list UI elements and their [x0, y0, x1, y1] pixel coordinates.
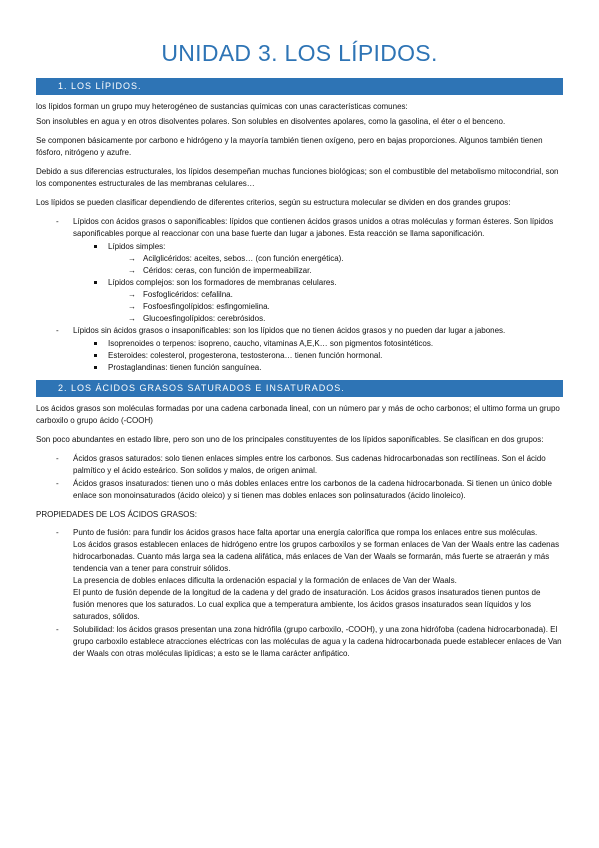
list-item-prostaglandinas: Prostaglandinas: tienen función sanguínea. — [36, 362, 563, 374]
paragraph: Los lípidos se pueden clasificar dependiendo de diferentes criterios, según su estructura molecular se dividen en dos grandes grupos: — [36, 198, 511, 207]
classification-list — [36, 216, 563, 374]
properties-heading: PROPIEDADES DE LOS ÁCIDOS GRASOS: — [36, 510, 197, 519]
list-item-insaturados: - Ácidos grasos insaturados: tienen uno o más dobles enlaces entre los carbonos de la cadena hidrocarbonada. Si tienen un único doble enlace son monoinsaturados (ácido oleico) y si tienen mas dobles enlaces son polinsaturados (ácido linoleico). — [36, 478, 563, 502]
fusion-text-2: Los ácidos grasos establecen enlaces de hidrógeno entre los grupos carboxilos y se forman enlaces de Van der Waals entre las cadenas hidrocarbonadas. Cuanto más larga sea la cadena alifática, más enlaces de Van der Waals se formarán, más fuerte se atraerán y más tendencia van a tener para construir sólidos. — [73, 540, 560, 573]
section-heading-lipidos: 1. LOS LÍPIDOS. — [36, 78, 563, 95]
fusion-text-3: La presencia de dobles enlaces dificulta la ordenación espacial y la formación de enlaces de Van der Waals. — [73, 576, 457, 585]
section-heading-acidos-grasos: 2. LOS ÁCIDOS GRASOS SATURADOS E INSATURADOS. — [36, 380, 563, 397]
list-item-insaponificables: - Lípidos sin ácidos grasos o insaponificables: son los lípidos que no tienen ácidos grasos y no pueden dar lugar a jabones. — [36, 325, 563, 337]
paragraph: Los ácidos grasos son moléculas formadas por una cadena carbonada lineal, con un número par y más de ocho carbonos; el ultimo forma un grupo carboxilo o grupo ácido (-COOH) — [36, 404, 560, 425]
list-item-acilgliceridos: → Acilglicéridos: aceites, sebos… (con función energética). — [36, 253, 563, 265]
fusion-text-1: - Punto de fusión: para fundir los ácidos grasos hace falta aportar una energía calorífica que rompa los enlaces entre sus moléculas. — [73, 528, 538, 537]
paragraph: Son poco abundantes en estado libre, pero son uno de los principales constituyentes de los lípidos saponificables. Se clasifican en dos grupos: — [36, 435, 544, 444]
list-item-solubilidad: - Solubilidad: los ácidos grasos presentan una zona hidrófila (grupo carboxilo, -COOH), y una zona hidrófoba (cadena hidrocarbonada). El grupo carboxilo establece atracciones eléctricas con las moléculas de agua y la cadena hidrocarbonada puede establecer enlaces de Van der Waals con otras moléculas lipídicas; a esto se le llama carácter anfipático. — [36, 624, 563, 660]
list-item-esteroides: Esteroides: colesterol, progesterona, testosterona… tienen función hormonal. — [36, 350, 563, 362]
list-item-ceridos: → Céridos: ceras, con función de impermeabilizar. — [36, 265, 563, 277]
properties-list — [36, 527, 563, 660]
list-item-complejos: Lípidos complejos: son los formadores de membranas celulares. — [36, 277, 563, 289]
list-item-fosfogliceridos: → Fosfoglicéridos: cefalilna. — [36, 289, 563, 301]
list-item-glucoesfingolipidos: → Glucoesfingolípidos: cerebrósidos. — [36, 313, 563, 325]
fusion-text-4: El punto de fusión depende de la longitud de la cadena y del grado de insaturación. Los ácidos grasos insaturados tienen puntos de fusión menores que los saturados. Lo cual explica que a temperatura ambiente, los ácidos grasos insaturados sean líquidos y los saturados, sólidos. — [73, 588, 541, 621]
paragraph: los lípidos forman un grupo muy heterogéneo de sustancias químicas con unas características comunes: — [36, 102, 408, 111]
acidos-grasos-list — [36, 453, 563, 502]
paragraph: Son insolubles en agua y en otros disolventes polares. Son solubles en disolventes apolares, como la gasolina, el éter o el benceno. — [36, 117, 506, 126]
list-item-saponificables: - Lípidos con ácidos grasos o saponificables: lípidos que contienen ácidos grasos unidos a otras moléculas y forman ésteres. Son lípidos saponificables porque al reaccionar con una base fuerte dan lugar a jabones. Esta reacción se llama saponificación. — [36, 216, 563, 240]
paragraph: Se componen básicamente por carbono e hidrógeno y la mayoría también tienen oxígeno, pero en bajas proporciones. Algunos también tienen fósforo, nitrógeno y azufre. — [36, 136, 543, 157]
paragraph: Debido a sus diferencias estructurales, los lípidos desempeñan muchas funciones biológicas; son el combustible del metabolismo mitocondrial, son los componentes estructurales de las membranas celulares… — [36, 167, 559, 188]
list-item-fosfoesfingolipidos: → Fosfoesfingolípidos: esfingomielina. — [36, 301, 563, 313]
list-item-punto-fusion — [36, 527, 563, 623]
page-title: UNIDAD 3. LOS LÍPIDOS. — [161, 40, 438, 66]
list-item-isoprenoides: Isoprenoides o terpenos: isopreno, caucho, vitaminas A,E,K… son pigmentos fotosintéticos. — [36, 338, 563, 350]
list-item-saturados: - Ácidos grasos saturados: solo tienen enlaces simples entre los carbonos. Sus cadenas hidrocarbonadas son rectilíneas. Son el ácido palmítico y el ácido esteárico. Son solidos y malos, de origen animal. — [36, 453, 563, 477]
list-item-simples: Lípidos simples: — [36, 241, 563, 253]
